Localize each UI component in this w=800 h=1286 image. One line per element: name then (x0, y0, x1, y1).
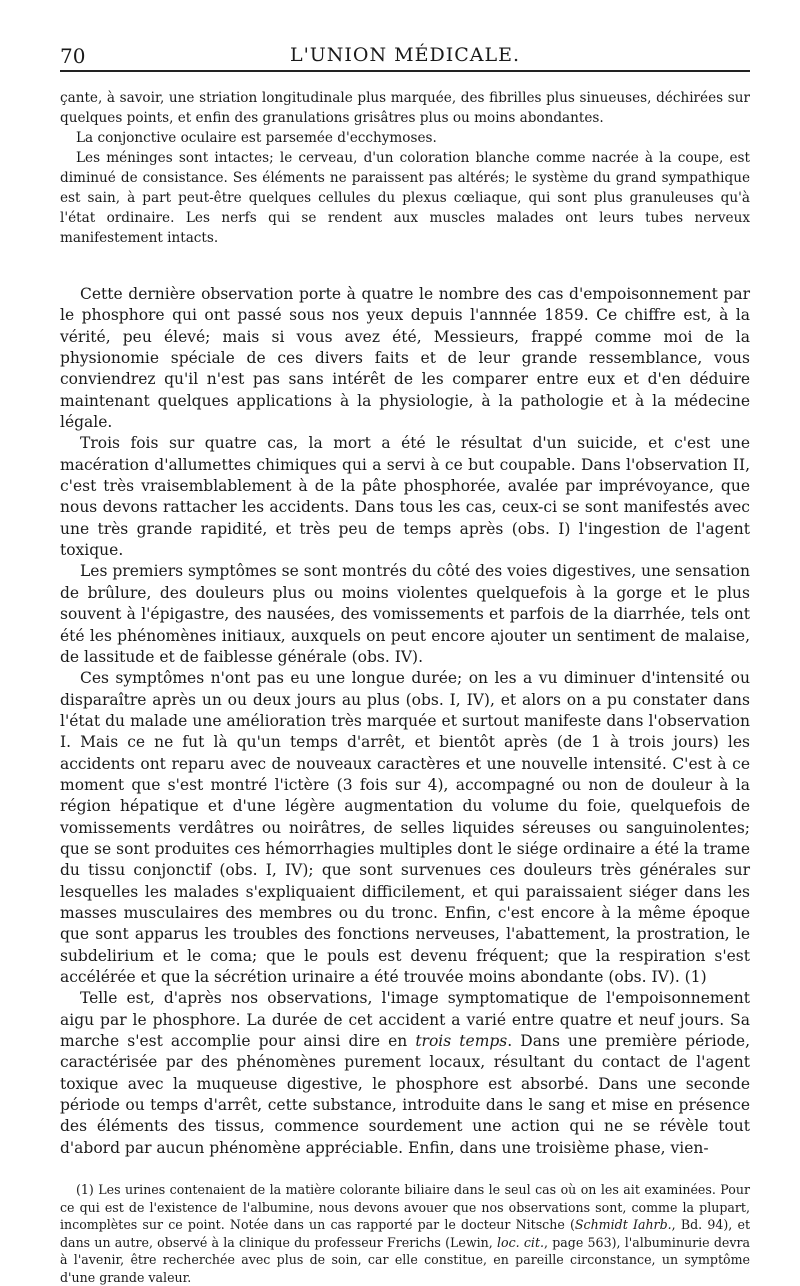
autopsy-findings (60, 88, 750, 248)
text-run: , Bd. 94), et dans un autre, observé à la clinique du professeur Frerichs (Lewin, (60, 1217, 751, 1250)
footnotes (60, 1181, 750, 1286)
text-run: . Dans une première période, caractérisée par des phénomènes purement locaux, résultant du contact de l'agent toxique avec la muqueuse digestive, le phosphore est absorbé. Dans une seconde période ou temps d'arrêt, cette substance, introduite dans le sang et mise en présence des éléments des tissus, commence sourdement une action qui ne se révèle tout d'abord par aucun phénomène appréciable. Enfin, dans une troisième phase, vien- (60, 1032, 751, 1157)
text-run: , page 563), l'albuminurie devra à l'avenir, être recherchée avec plus de soin, car elle constitue, en pareille circonstance, un symptôme d'une grande valeur. (60, 1234, 750, 1285)
paragraph (60, 988, 750, 1159)
italic-text: loc. cit. (496, 1234, 545, 1250)
text-run: Telle est, d'après nos observations, l'image symptomatique de l'empoisonnement aigu par le phosphore. La durée de cet accident a varié entre quatre et neuf jours. Sa marche s'est accomplie pour ainsi dire en (60, 989, 750, 1051)
main-text (60, 284, 750, 1159)
running-head (60, 36, 750, 72)
page (60, 36, 750, 1286)
paragraph: Ces symptômes n'ont pas eu une longue durée; on les a vu diminuer d'intensité ou disparaître après un ou deux jours au plus (obs. I, IV), et alors on a pu constater dans l'état du malade une amélioration très marquée et surtout manifeste dans l'observation I. Mais ce ne fut là qu'un temps d'arrêt, et bientôt après (de 1 à trois jours) les accidents ont reparu avec de nouveaux caractères et une nouvelle intensité. C'est à ce moment que s'est montré l'ictère (3 fois sur 4), accompagné ou non de douleur à la région hépatique et d'une légère augmentation du volume du foie, quelquefois de vomissements verdâtres ou noirâtres, de selles liquides séreuses ou sanguinolentes; que se sont produites ces hémorrhagies multiples dont le siége ordinaire a été la trame du tissu conjonctif (obs. I, IV); que sont survenues ces douleurs très générales sur lesquelles les malades s'expliquaient difficilement, et qui paraissaient siéger dans les masses musculaires des membres ou du tronc. Enfin, c'est encore à la même époque que sont apparus les troubles des fonctions nerveuses, l'abattement, la prostration, le subdelirium et le coma; que le pouls est devenu fréquent; que la respiration s'est accélérée et que la sécrétion urinaire a été trouvée moins abondante (obs. IV). (1) (60, 669, 750, 986)
footnote (60, 1181, 750, 1286)
paragraph: La conjonctive oculaire est parsemée d'ecchymoses. (76, 130, 437, 146)
page-number: 70 (60, 44, 86, 68)
paragraph: çante, à savoir, une striation longitudinale plus marquée, des fibrilles plus sinueuses, déchirées sur quelques points, et enfin des granulations grisâtres plus ou moins abondantes. (60, 90, 750, 126)
text-run: (1) Les urines contenaient de la matière colorante biliaire dans le seul cas où on les ait examinées. Pour ce qui est de l'existence de l'albumine, nous devons avouer que nos observations sont, comme la plupart, incomplètes sur ce point. Notée dans un cas rapporté par le docteur Nitsche ( (60, 1182, 750, 1233)
paragraph: Les méninges sont intactes; le cerveau, d'un coloration blanche comme nacrée à la coupe, est diminué de consistance. Ses éléments ne paraissent pas altérés; le système du grand sympathique est sain, à part peut-être quelques cellules du plexus cœliaque, qui sont plus granuleuses qu'à l'état ordinaire. Les nerfs qui se rendent aux muscles malades ont leurs tubes nerveux manifestement intacts. (60, 150, 750, 246)
paragraph: Trois fois sur quatre cas, la mort a été le résultat d'un suicide, et c'est une macération d'allumettes chimiques qui a servi à ce but coupable. Dans l'observation II, c'est très vraisemblablement à de la pâte phosphorée, avalée par imprévoyance, que nous devons rattacher les accidents. Dans tous les cas, ceux-ci se sont manifestés avec une très grande rapidité, et très peu de temps après (obs. I) l'ingestion de l'agent toxique. (60, 434, 750, 560)
journal-title: L'UNION MÉDICALE. (289, 44, 521, 66)
italic-text: Schmidt Iahrb. (574, 1217, 672, 1233)
italic-text: trois temps (415, 1032, 508, 1051)
paragraph: Cette dernière observation porte à quatre le nombre des cas d'empoisonnement par le phosphore qui ont passé sous nos yeux depuis l'annnée 1859. Ce chiffre est, à la vérité, peu élevé; mais si vous avez été, Messieurs, frappé comme moi de la physionomie spéciale de ces divers faits et de leur grande ressemblance, vous conviendrez qu'il n'est pas sans intérêt de les comparer entre eux et d'en déduire maintenant quelques applications à la physiologie, à la pathologie et à la médecine légale. (60, 285, 750, 432)
paragraph: Les premiers symptômes se sont montrés du côté des voies digestives, une sensation de brûlure, des douleurs plus ou moins violentes quelquefois à la gorge et le plus souvent à l'épigastre, des nausées, des vomissements et parfois de la diarrhée, tels ont été les phénomènes initiaux, auxquels on peut encore ajouter un sentiment de malaise, de lassitude et de faiblesse générale (obs. IV). (60, 562, 750, 666)
